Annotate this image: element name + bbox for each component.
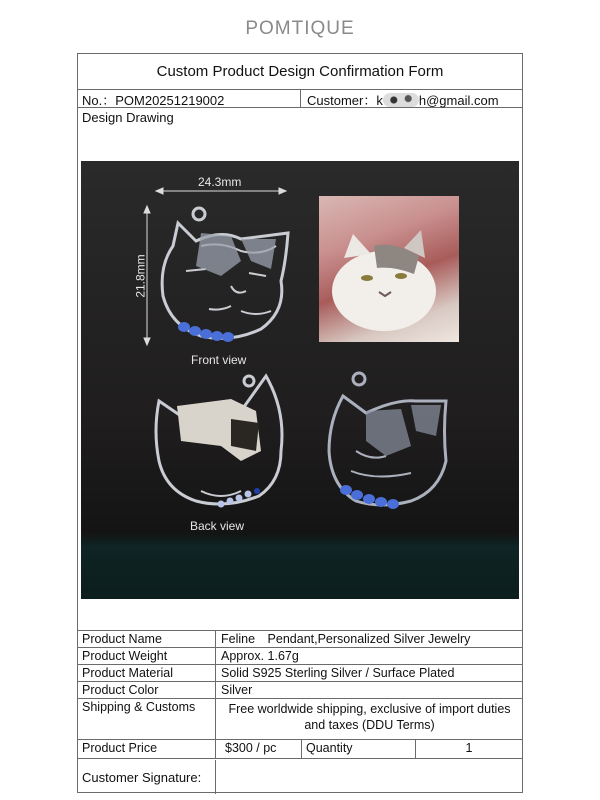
customer-signature-label: Customer Signature:	[82, 770, 202, 785]
front-view-patch	[196, 233, 276, 276]
id-row	[78, 89, 522, 108]
design-drawing-label: Design Drawing	[82, 110, 174, 125]
spec-value: Silver	[216, 682, 523, 699]
spec-key: Product Color	[78, 682, 216, 699]
height-dimension-label: 21.8mm	[133, 254, 148, 298]
cat-photo-image	[319, 196, 459, 342]
table-row	[78, 665, 522, 682]
back-view-pendant	[156, 376, 282, 508]
table-row	[78, 740, 522, 759]
spec-value: Feline Pendant,Personalized Silver Jewelry	[216, 631, 523, 648]
confirmation-form	[77, 53, 523, 793]
spec-key: Shipping & Customs	[78, 699, 216, 740]
redaction-blur-icon	[383, 93, 419, 107]
customer-email	[307, 90, 499, 109]
back-view-label: Back view	[190, 519, 245, 533]
spec-key: Product Name	[78, 631, 216, 648]
signature-divider	[215, 760, 216, 794]
id-row-divider	[300, 89, 301, 107]
customer-email-suffix: h@gmail.com	[418, 93, 499, 108]
brand-title: POMTIQUE	[245, 18, 355, 39]
quantity-label: Quantity	[302, 740, 416, 759]
width-dimension-label: 24.3mm	[198, 175, 242, 189]
spec-key: Product Material	[78, 665, 216, 682]
cat-reference-photo	[319, 196, 459, 342]
customer-label: Customer：	[307, 93, 377, 108]
spec-key: Product Weight	[78, 648, 216, 665]
form-title: Custom Product Design Confirmation Form	[78, 54, 522, 90]
quantity-value: 1	[416, 740, 523, 759]
price-key: Product Price	[78, 740, 216, 759]
table-row	[78, 631, 522, 648]
customer-email-prefix: k	[376, 93, 383, 108]
angled-view-patch	[366, 405, 441, 456]
spec-value: Approx. 1.67g	[216, 648, 523, 665]
spec-table	[78, 630, 522, 759]
price-value: $300 / pc	[216, 740, 302, 759]
front-view-pendant	[162, 208, 288, 338]
design-drawing-panel	[81, 161, 519, 599]
spec-value: Solid S925 Sterling Silver / Surface Plated	[216, 665, 523, 682]
table-row	[78, 682, 522, 699]
order-number: No.：POM20251219002	[82, 93, 225, 108]
table-row	[78, 648, 522, 665]
spec-value: Free worldwide shipping, exclusive of import duties and taxes (DDU Terms)	[216, 699, 523, 740]
front-view-label: Front view	[191, 353, 247, 367]
table-row	[78, 699, 522, 740]
front-view-gems	[178, 322, 234, 342]
